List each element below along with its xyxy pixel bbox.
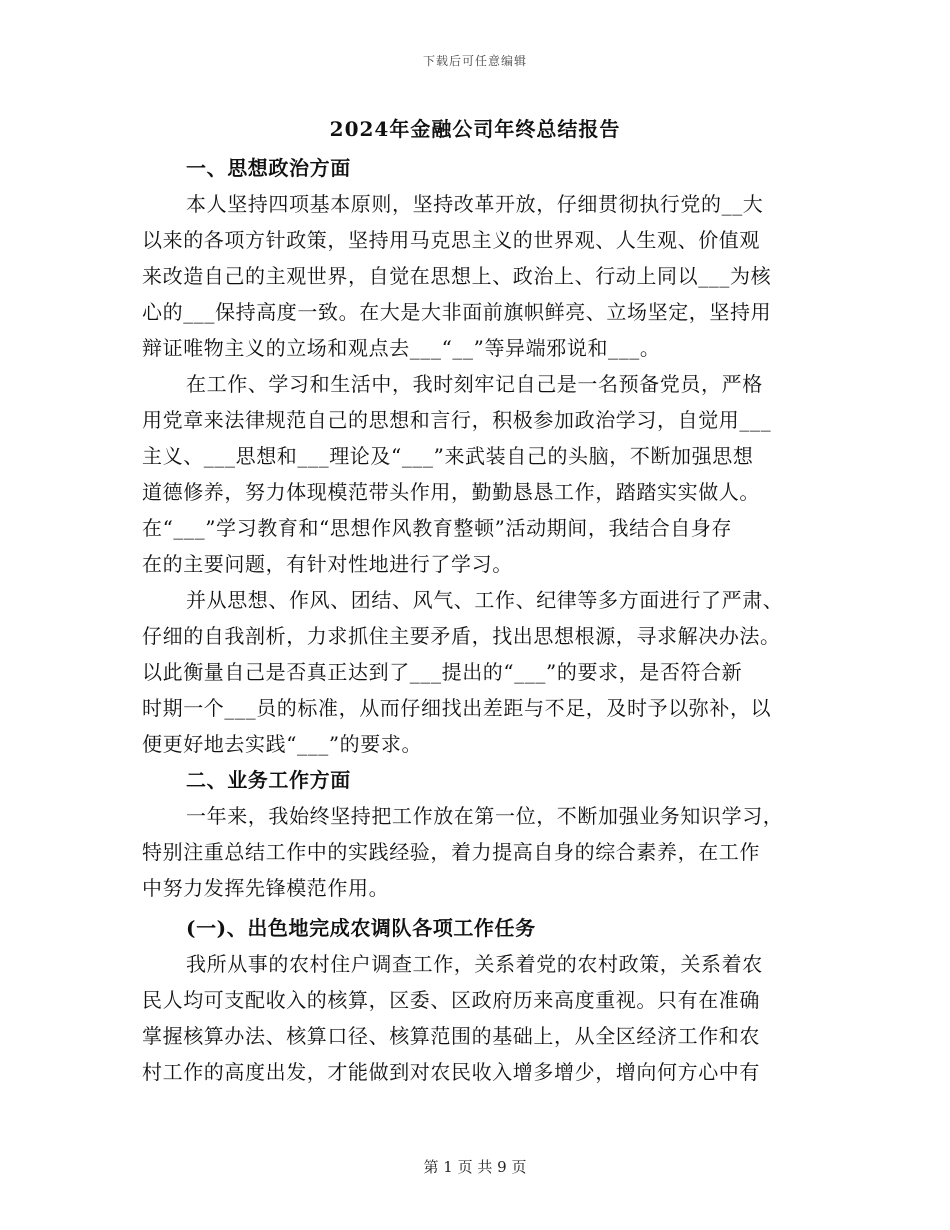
paragraph-line: 本人坚持四项基本原则，坚持改革开放，仔细贯彻执行党的__大 bbox=[186, 192, 764, 216]
paragraph-line: 我所从事的农村住户调查工作，关系着党的农村政策，关系着农 bbox=[186, 952, 763, 976]
page-footer: 第 1 页 共 9 页 bbox=[423, 1158, 527, 1176]
paragraph-line: 民人均可支配收入的核算，区委、区政府历来高度重视。只有在准确 bbox=[142, 988, 760, 1012]
paragraph-line: 在的主要问题，有针对性地进行了学习。 bbox=[142, 552, 513, 576]
paragraph-1 bbox=[142, 186, 810, 366]
paragraph-line: 仔细的自我剖析，力求抓住主要矛盾，找出思想根源，寻求解决办法。 bbox=[142, 624, 781, 648]
subsection-heading: (一)、出色地完成农调队各项工作任务 bbox=[186, 916, 536, 940]
paragraph-line: 心的___保持高度一致。在大是大非面前旗帜鲜亮、立场坚定，坚持用 bbox=[142, 300, 772, 324]
paragraph-line: 在工作、学习和生活中，我时刻牢记自己是一名预备党员，严格 bbox=[186, 372, 763, 396]
paragraph-line: 用党章来法律规范自己的思想和言行，积极参加政治学习，自觉用___ bbox=[142, 408, 772, 432]
paragraph-5 bbox=[142, 946, 810, 1090]
paragraph-line: 掌握核算办法、核算口径、核算范围的基础上，从全区经济工作和农 bbox=[142, 1024, 760, 1048]
paragraph-line: 时期一个___员的标准，从而仔细找出差距与不足，及时予以弥补，以 bbox=[142, 696, 772, 720]
document-body bbox=[142, 150, 810, 1090]
paragraph-line: 来改造自己的主观世界，自觉在思想上、政治上、行动上同以___为核 bbox=[142, 264, 772, 288]
paragraph-4 bbox=[142, 798, 810, 906]
section-heading-ideology: 一、思想政治方面 bbox=[186, 156, 351, 180]
paragraph-line: 一年来，我始终坚持把工作放在第一位，不断加强业务知识学习， bbox=[186, 804, 784, 828]
paragraph-line: 在“___”学习教育和“思想作风教育整顿”活动期间，我结合自身存 bbox=[142, 516, 733, 540]
paragraph-line: 主义、___思想和___理论及“___”来武装自己的头脑，不断加强思想 bbox=[142, 444, 754, 468]
paragraph-line: 以来的各项方针政策，坚持用马克思主义的世界观、人生观、价值观 bbox=[142, 228, 760, 252]
paragraph-line: 中努力发挥先锋模范作用。 bbox=[142, 876, 390, 900]
paragraph-2 bbox=[142, 366, 810, 582]
paragraph-line: 道德修养，努力体现模范带头作用，勤勤恳恳工作，踏踏实实做人。 bbox=[142, 480, 760, 504]
section-heading-business: 二、业务工作方面 bbox=[186, 768, 351, 792]
paragraph-line: 并从思想、作风、团结、风气、工作、纪律等多方面进行了严肃、 bbox=[186, 588, 784, 612]
document-title: 2024年金融公司年终总结报告 bbox=[329, 117, 621, 141]
paragraph-line: 辩证唯物主义的立场和观点去___“__”等异端邪说和___。 bbox=[142, 336, 661, 360]
paragraph-line: 便更好地去实践“___”的要求。 bbox=[142, 732, 423, 756]
paragraph-3 bbox=[142, 582, 810, 762]
paragraph-line: 村工作的高度出发，才能做到对农民收入增多增少，增向何方心中有 bbox=[142, 1060, 760, 1084]
page-header: 下载后可任意编辑 bbox=[422, 54, 527, 68]
paragraph-line: 以此衡量自己是否真正达到了___提出的“___”的要求，是否符合新 bbox=[142, 660, 743, 684]
paragraph-line: 特别注重总结工作中的实践经验，着力提高自身的综合素养，在工作 bbox=[142, 840, 760, 864]
